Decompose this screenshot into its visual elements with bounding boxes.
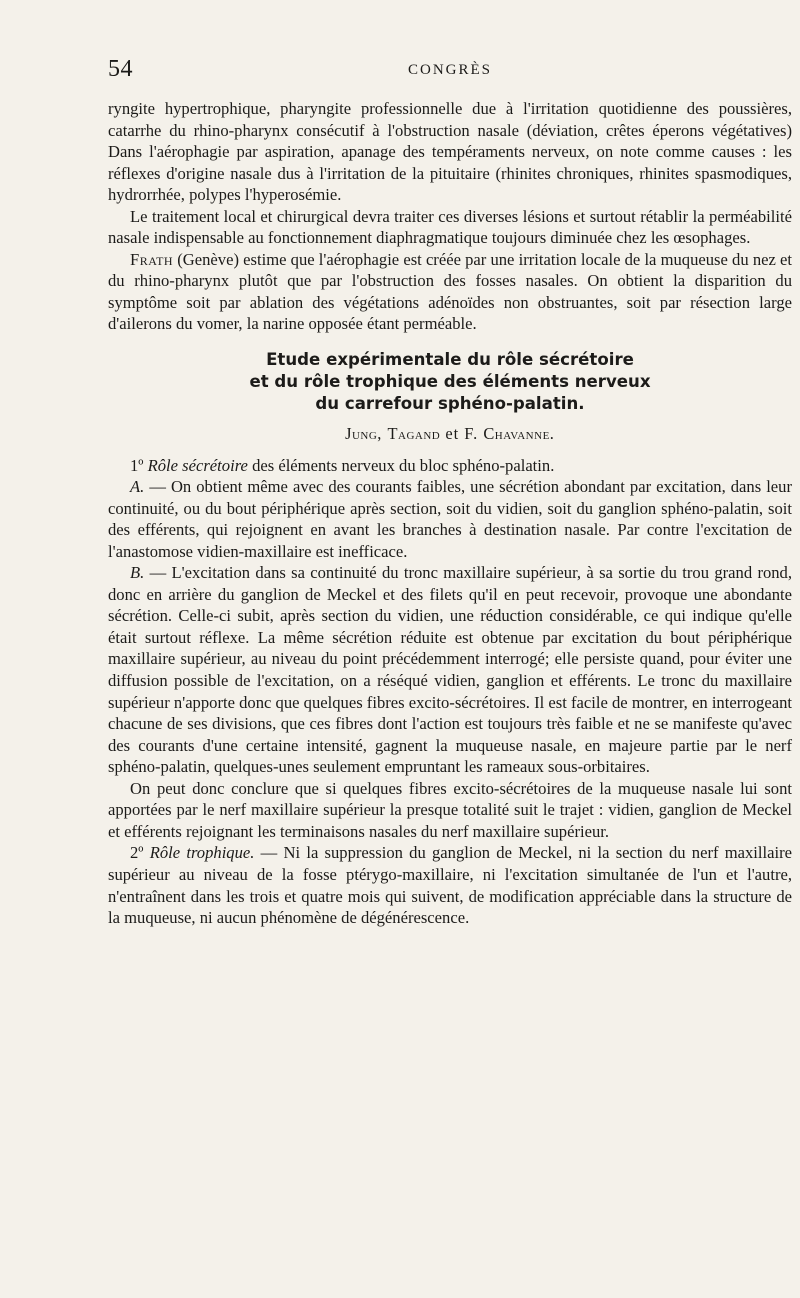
paragraph-a-text: — On obtient même avec des courants faibles, une sécrétion abondant par excitation, dans leur continuité, ou du bout périphérique après section, soit du vidien, soit du ganglion sphéno-palatin, soit des efférents, qui rejoignent en avant les branches à destination nasale. Par contre l'excitation de l'anastomose vidien-maxillaire est inefficace.: [108, 477, 792, 561]
role-2-label: Rôle trophique.: [149, 843, 255, 863]
label-a: A.: [130, 477, 145, 497]
section-authors: Jung, Tagand et F. Chavanne.: [345, 424, 555, 444]
paragraph-conclusion: On peut donc conclure que si quelques fibres excito-sécrétoires de la muqueuse nasale lui sont apportées par le nerf maxillaire supérieur la presque totalité suit le trajet : vidien, ganglion de Meckel et efférents rejoignant les terminaisons nasales du nerf maxillaire supérieur.: [108, 778, 792, 841]
author-frath: Frath: [130, 249, 174, 269]
role-1-rest: des éléments nerveux du bloc sphéno-palatin.: [252, 455, 555, 475]
role-2-text: — Ni la suppression du ganglion de Meckel, ni la section du nerf maxillaire supérieur au niveau de la fosse ptérygo-maxillaire, ni l'excitation simultanée de l'un et l'autre, n'entraînent dans les trois et quatre mois qui suivent, de modification appréciable dans la structure de la muqueuse, ni aucun phénomène de dégénérescence.: [108, 843, 793, 928]
author-initial: F.: [464, 424, 479, 444]
paragraph-b-text: — L'excitation dans sa continuité du tronc maxillaire supérieur, à sa sortie du trou grand rond, donc en arrière du ganglion de Meckel et des filets qu'il en peut recevoir, provoque une abondante sécrétion. Celle-ci subit, après section du vidien, une réduction considérable, ce qui indique qu'elle était surtout réflexe. La même sécrétion réduite est obtenue par excitation du bout périphérique maxillaire supérieur, au niveau du point précédemment interrogé; elle persiste quand, pour éviter une diffusion possible de l'excitation, on a réséqué vidien, ganglion et efférents. Le tronc du maxillaire supérieur n'apporte donc que quelques fibres excito-sécrétoires. Il est facile de montrer, en interrogeant chacune de ses divisions, que ces fibres dont l'action est toujours très faible et ne se manifeste qu'avec des courants d'une certaine intensité, gagnent la muqueuse nasale, en majeure partie par le nerf sphéno-palatin, quelques-unes seulement empruntant les rameaux sous-orbitaires.: [108, 563, 793, 777]
running-head: CONGRÈS: [407, 62, 492, 78]
paragraph-intro-1: ryngite hypertrophique, pharyngite professionnelle due à l'irritation quotidienne des poussières, catarrhe du rhino-pharynx consécutif à l'obstruction nasale (déviation, crêtes éperons végétatives) Dans l'aérophagie par aspiration, apanage des tempéraments nerveux, on note comme causes : les réflexes d'origine nasale dus à l'irritation de la pituitaire (rhinites chroniques, rhinites spasmodiques, hydrorrhée, polypes l'hyperosémie.: [108, 99, 792, 205]
paragraph-role-1: [108, 455, 792, 477]
author-et: et: [445, 424, 460, 444]
section-title-line-3: du carrefour sphéno-palatin.: [315, 394, 585, 414]
paragraph-intro-2: Le traitement local et chirurgical devra traiter ces diverses lésions et surtout rétablir la perméabilité nasale indispensable au fonctionnement diaphragmatique toujours diminuée chez les œsophages.: [108, 206, 792, 248]
paragraph-a: [108, 476, 792, 562]
paragraph-intro-3-text: (Genève) estime que l'aérophagie est créée par une irritation locale de la muqueuse du nez et du rhino-pharynx plutôt que par l'obstruction des fosses nasales. On obtient la disparition du symptôme soit par ablation des végétations adénoïdes non obstruantes, soit par résection large d'ailerons du vomer, la narine opposée étant perméable.: [108, 249, 792, 334]
body-text: [108, 98, 792, 929]
section-title-line-1: Etude expérimentale du rôle sécrétoire: [266, 350, 634, 370]
page-header: [108, 50, 792, 92]
document-page: [108, 50, 792, 929]
label-b: B.: [130, 563, 145, 583]
section-title-line-2: et du rôle trophique des éléments nerveux: [249, 372, 651, 392]
author-tagand: Tagand: [387, 424, 441, 444]
number-1: 1º: [130, 455, 144, 475]
role-1-label: Rôle sécrétoire: [147, 455, 248, 475]
paragraph-role-2: [108, 842, 792, 928]
paragraph-b: [108, 562, 792, 777]
number-2: 2º: [130, 843, 144, 863]
page-number: 54: [108, 56, 133, 82]
author-chavanne: Chavanne: [483, 424, 550, 444]
author-jung: Jung: [345, 424, 378, 444]
paragraph-intro-3: [108, 249, 792, 335]
section-title: [108, 349, 792, 415]
